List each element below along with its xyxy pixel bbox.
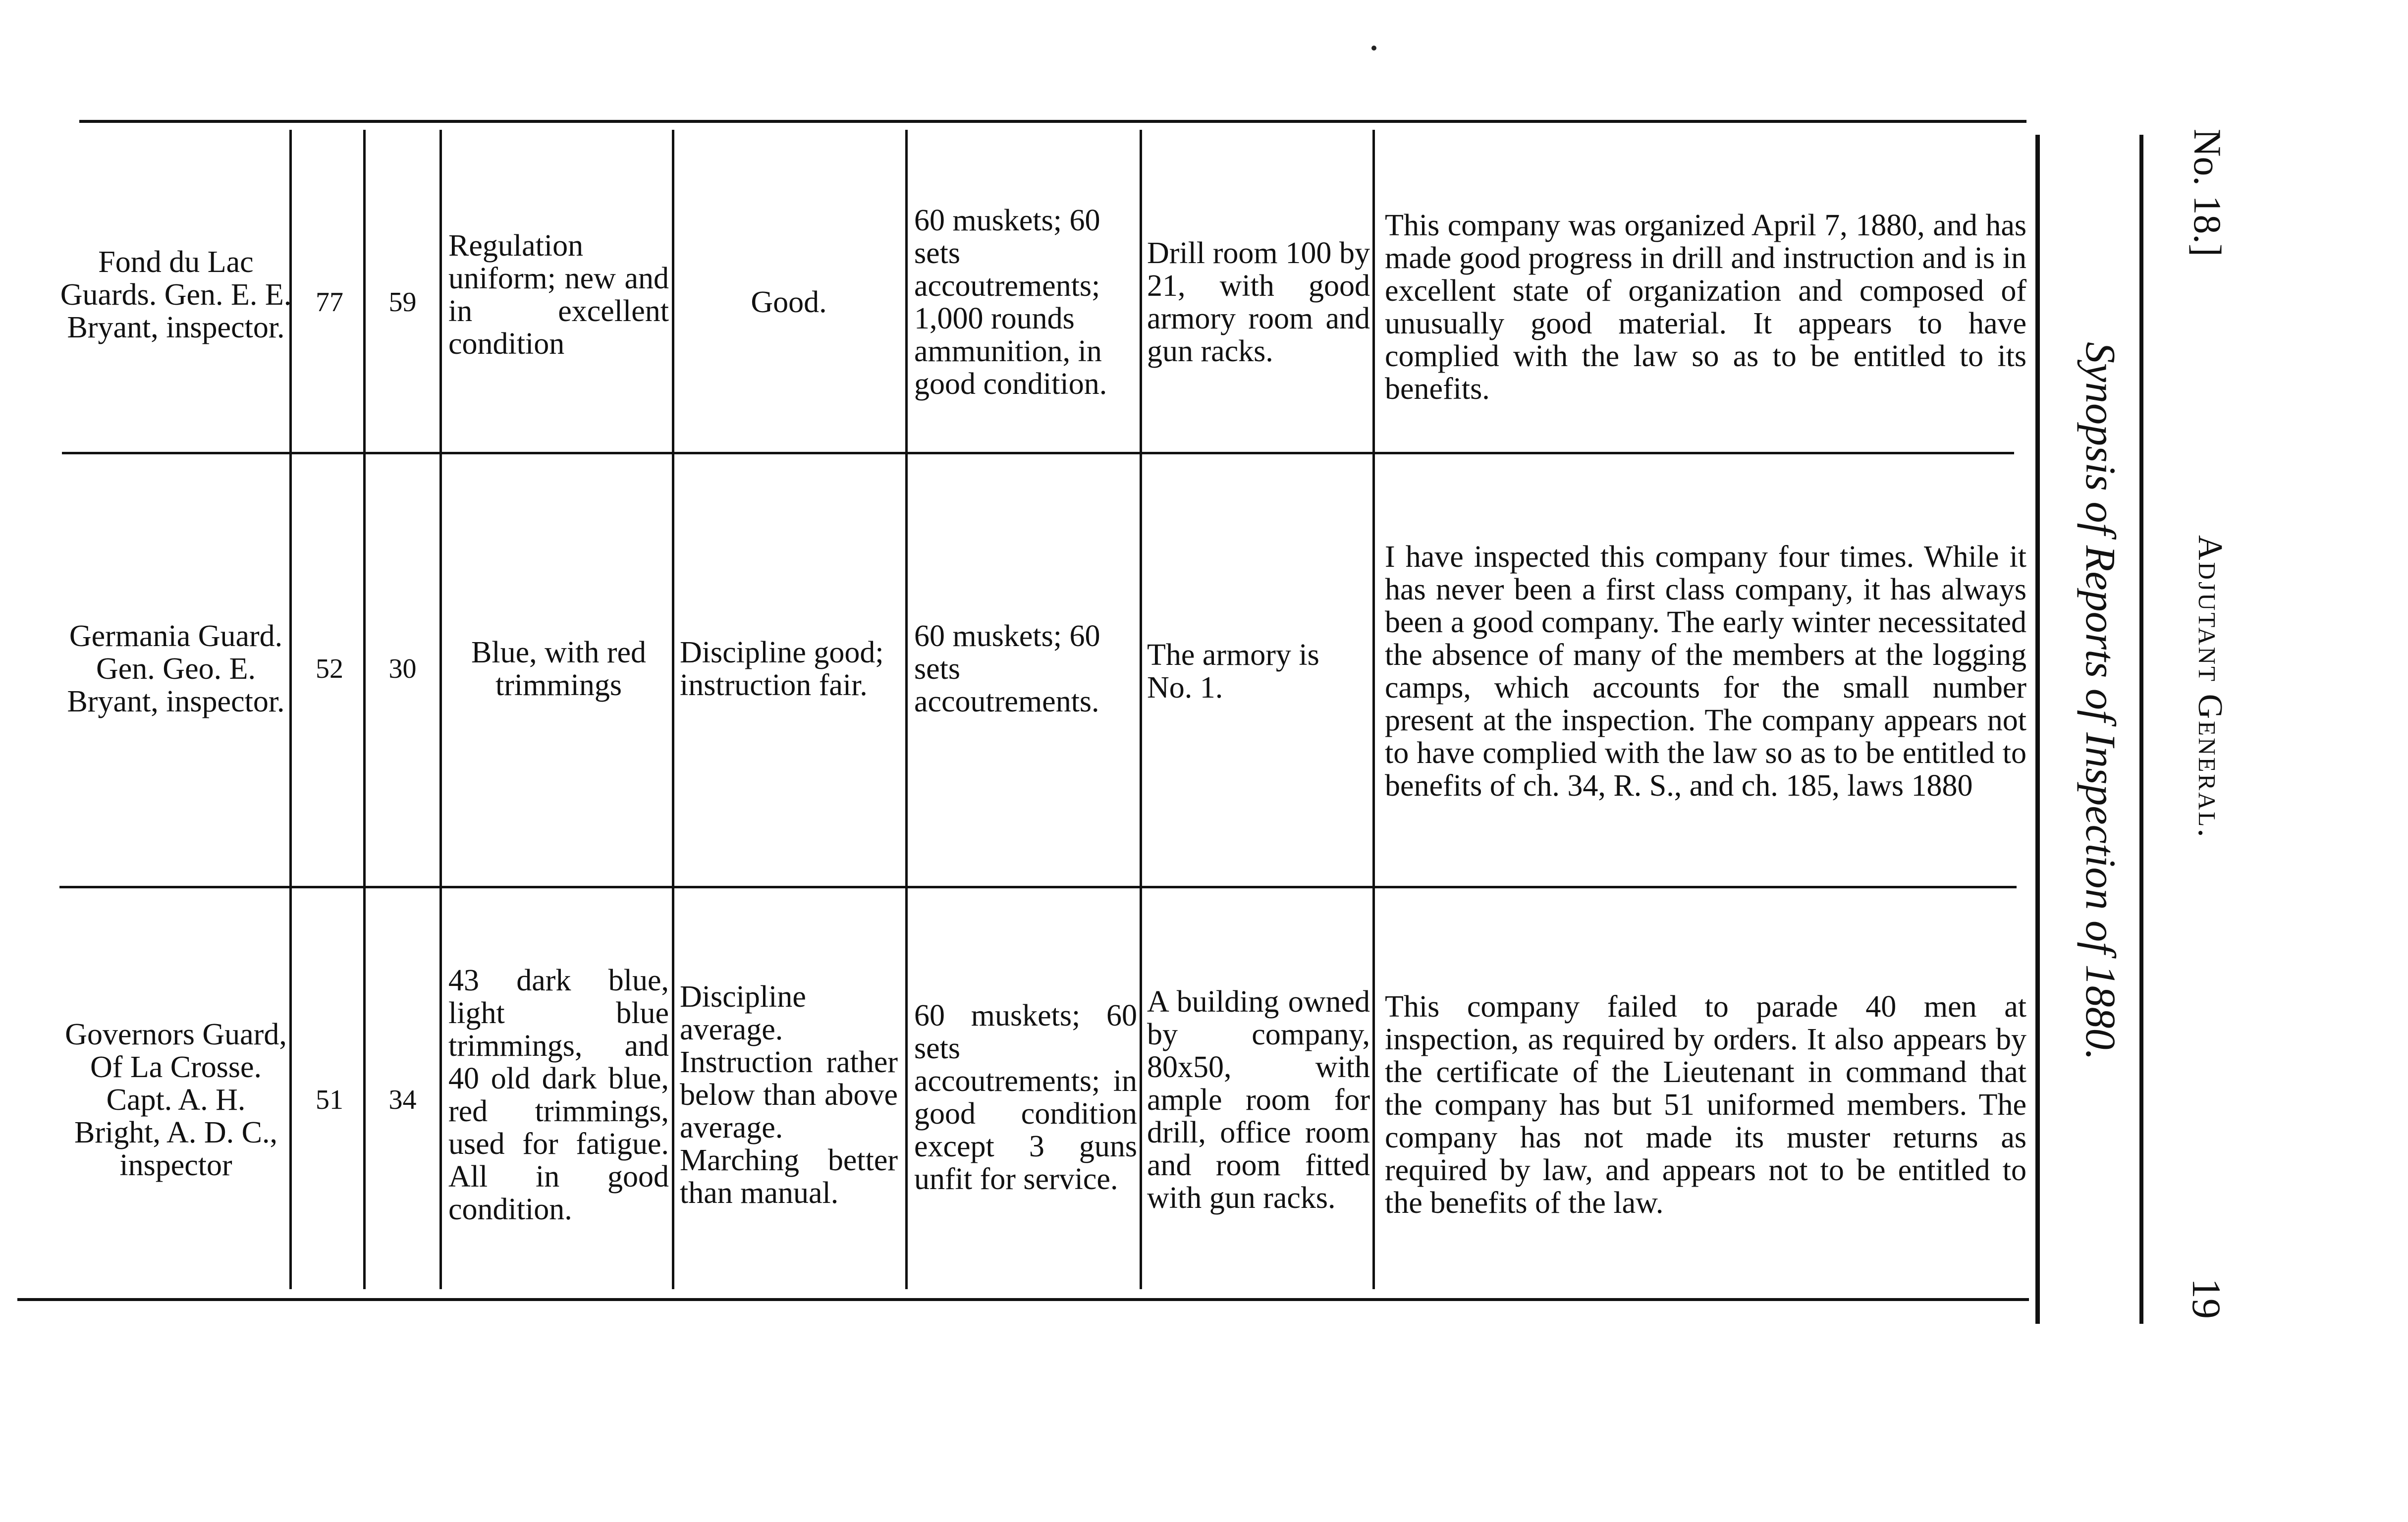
company-cell: Germania Guard. Gen. Geo. E. Bryant, inspector.: [67, 619, 285, 718]
page-margin-rule: [2139, 135, 2143, 1324]
column-rule-2: [363, 130, 366, 1289]
uniform-cell: Blue, with red trimmings: [471, 636, 646, 702]
remarks-cell: This company was organized April 7, 1880, and has made good progress in drill and instruction and is in excellent state of organization and composed of unusually good material. It appears to have complied with the law so as to be entitled to its benefits.: [1385, 209, 2026, 406]
column-rule-7: [1372, 130, 1375, 1289]
count-cell-2: 59: [388, 287, 417, 318]
arms-cell: 60 muskets; 60 sets accoutrements.: [914, 619, 1100, 718]
discipline-cell: Discipline average. Instruction rather below than above average. Marching better than manual.: [680, 980, 898, 1210]
running-head: Adjutant General.: [2191, 535, 2229, 839]
count-cell-1: 52: [316, 653, 343, 684]
armory-cell: Drill room 100 by 21, with good armory room and gun racks.: [1147, 236, 1370, 368]
remarks-cell: I have inspected this company four times. While it has never been a first class company, it has always been a good company. The early winter necessitated the absence of many of the members at the logging camps, which accounts for the small number present at the inspection. The company appears not to have complied with the law so as to be entitled to benefits of ch. 34, R. S., and ch. 185, laws 1880: [1385, 540, 2026, 803]
page-number: 19: [2184, 1278, 2229, 1319]
table-bottom-rule: [17, 1298, 2029, 1301]
company-cell: Fond du Lac Guards. Gen. E. E. Bryant, inspector.: [60, 245, 292, 344]
row-divider-2: [59, 886, 2017, 888]
count-cell-2: 34: [388, 1085, 417, 1115]
remarks-cell: This company failed to parade 40 men at inspection, as required by orders. It also appears by the certificate of the Lieutenant in command that the company has but 51 uniformed members. The company has not made its muster returns as required by law, and appears not to be entitled to the benefits of the law.: [1385, 990, 2026, 1220]
table-right-rule: [2035, 135, 2040, 1324]
uniform-cell: 43 dark blue, light blue trimmings, and 40 old dark blue, red trimmings, used for fatigue. All in good condition.: [448, 964, 669, 1226]
column-rule-6: [1140, 130, 1142, 1289]
table-row: [59, 223, 292, 367]
table-row: [59, 991, 292, 1209]
table-top-rule: [79, 120, 2026, 123]
arms-cell: 60 muskets; 60 sets accoutrements; 1,000 rounds ammunition, in good condition.: [914, 204, 1107, 401]
uniform-cell: Regulation uniform; new and in excellent condition: [448, 229, 669, 361]
count-cell-2: 30: [388, 653, 417, 684]
armory-cell: A building owned by company, 80x50, with ample room for drill, office room and room fitted with gun racks.: [1147, 985, 1370, 1215]
page-identifier: No. 18.]: [2186, 129, 2229, 257]
table-row: [59, 580, 292, 758]
armory-cell: The armory is No. 1.: [1147, 638, 1319, 705]
discipline-cell: Discipline good; instruction fair.: [680, 636, 884, 702]
discipline-cell: Good.: [751, 285, 827, 319]
row-divider-1: [62, 452, 2014, 454]
company-cell: Governors Guard, Of La Crosse. Capt. A. H. Bright, A. D. C., inspector: [65, 1018, 287, 1182]
arms-cell: 60 muskets; 60 sets accoutrements; in good condition except 3 guns unfit for service.: [914, 999, 1137, 1196]
column-rule-3: [439, 130, 442, 1289]
count-cell-1: 51: [316, 1085, 343, 1115]
speck-mark: [1371, 46, 1376, 51]
count-cell-1: 77: [316, 287, 343, 318]
column-rule-5: [905, 130, 908, 1289]
section-title: Synopsis of Reports of Inspection of 1880.: [2077, 342, 2125, 1060]
column-rule-4: [672, 130, 674, 1289]
